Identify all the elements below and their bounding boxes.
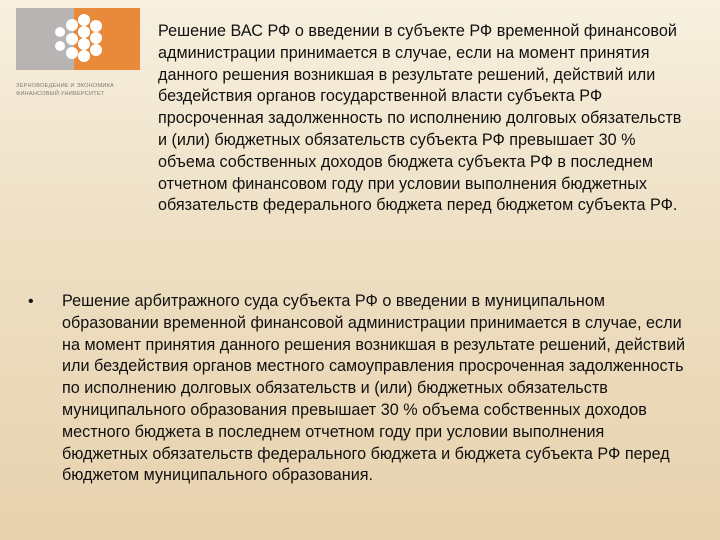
logo-caption xyxy=(16,82,140,98)
university-logo-icon xyxy=(16,8,140,78)
university-logo xyxy=(16,8,140,104)
bullet-icon: • xyxy=(28,293,34,310)
paragraph-arbitration-court: Решение арбитражного суда субъекта РФ о введении в муниципальном образовании временной финансовой администрации принимается в случае, если на момент принятия данного решения возникшая в результате решений, действий или бездействия органов местного самоуправления просроченная задолженность по исполнению долговых обязательств и (или) бюджетных обязательств муниципального образования превышает 30 % объема собственных доходов местного бюджета в последнем отчетном году при условии выполнения бюджетных обязательств федерального бюджета и бюджета субъекта РФ перед бюджетом муниципального образования. xyxy=(62,292,686,485)
logo-caption-line2: ФИНАНСОВЫЙ УНИВЕРСИТЕТ xyxy=(16,91,105,97)
paragraph-vas: Решение ВАС РФ о введении в субъекте РФ временной финансовой администрации принимается в случае, если на момент принятия данного решения возникшая в результате решений, действий или бездействия органов государственной власти субъекта РФ просроченная задолженность по исполнению долговых обязательств и (или) бюджетных обязательств субъекта РФ превышает 30 % объема собственных доходов бюджета субъекта РФ в последнем отчетном финансовом году при условии выполнения бюджетных обязательств федерального бюджета перед бюджетом субъекта РФ. xyxy=(158,22,682,215)
logo-caption-line1: ЗЕРНОВОЕДЕНИЕ И ЭКОНОМИКА xyxy=(16,83,114,89)
